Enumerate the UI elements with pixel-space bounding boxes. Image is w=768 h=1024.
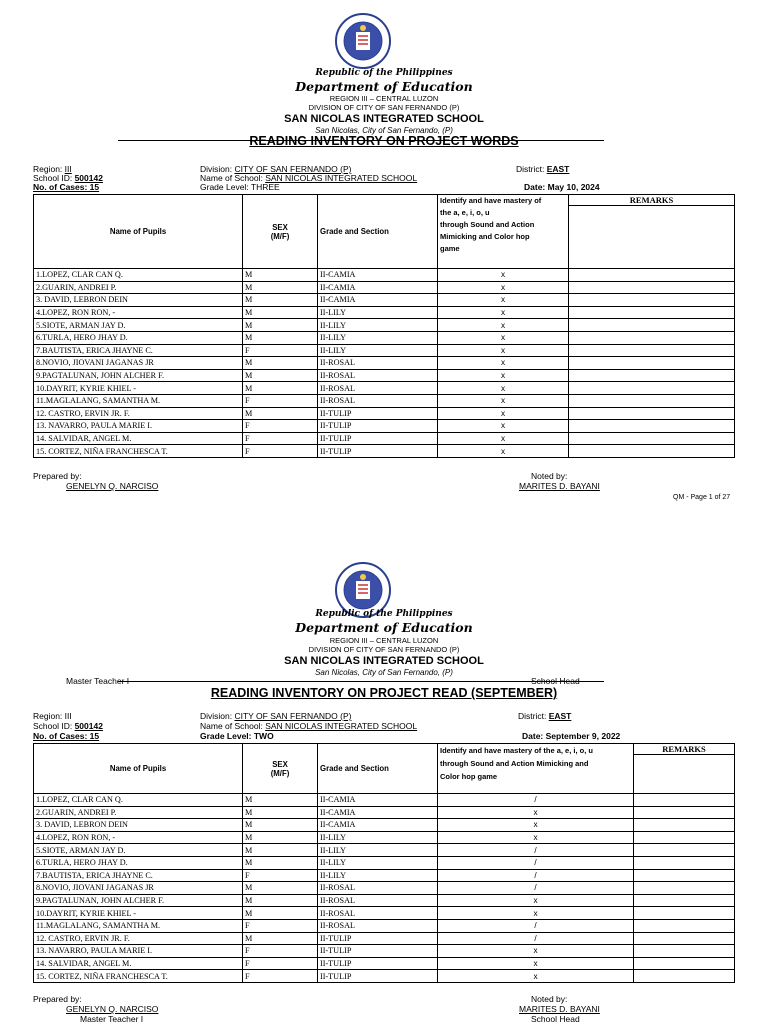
- sex-cell: F: [243, 869, 318, 882]
- table-row: [34, 306, 735, 319]
- pupil-name-cell: 7.BAUTISTA, ERICA JHAYNE C.: [34, 344, 243, 357]
- prev-noted-role: School Head: [531, 676, 580, 686]
- skill-column-header: Identify and have mastery of the a, e, i, o, u through Sound and Action Mimicking and Color hop game: [438, 744, 634, 794]
- mastery-mark-cell: x: [438, 319, 569, 332]
- table-row: [34, 806, 735, 819]
- prepared-role: Master Teacher I: [80, 1014, 144, 1024]
- remarks-cell: [634, 856, 735, 869]
- district-field: District: EAST: [516, 164, 570, 174]
- table-row: [34, 331, 735, 344]
- section-cell: II-CAMIA: [318, 294, 438, 307]
- section-cell: II-ROSAL: [318, 907, 438, 920]
- sex-cell: M: [243, 319, 318, 332]
- division-line: DIVISION OF CITY OF SAN FERNANDO (P): [308, 645, 460, 654]
- mastery-mark-cell: x: [438, 269, 569, 282]
- remarks-cell: [634, 794, 735, 807]
- table-row: [34, 794, 735, 807]
- table-row: [34, 819, 735, 832]
- mastery-mark-cell: /: [438, 882, 634, 895]
- sex-cell: F: [243, 432, 318, 445]
- remarks-cell: [634, 945, 735, 958]
- pupil-name-cell: 14. SALVIDAR, ANGEL M.: [34, 957, 243, 970]
- page-number: QM - Page 1 of 27: [673, 494, 731, 501]
- table-row: [34, 869, 735, 882]
- mastery-mark-cell: x: [438, 331, 569, 344]
- section-cell: II-ROSAL: [318, 382, 438, 395]
- mastery-mark-cell: x: [438, 806, 634, 819]
- pupil-name-cell: 6.TURLA, HERO JHAY D.: [34, 856, 243, 869]
- mastery-mark-cell: x: [438, 445, 569, 458]
- mastery-mark-cell: /: [438, 844, 634, 857]
- name-column-header: Name of Pupils: [34, 744, 243, 794]
- sex-cell: M: [243, 269, 318, 282]
- section-cell: II-ROSAL: [318, 357, 438, 370]
- remarks-cell: [569, 445, 735, 458]
- department-line: Department of Education: [295, 79, 473, 94]
- prepared-label: Prepared by:: [33, 994, 82, 1004]
- section-cell: II-CAMIA: [318, 806, 438, 819]
- date-field: Date: May 10, 2024: [524, 182, 600, 192]
- report-title: READING INVENTORY ON PROJECT READ (SEPTEMBER): [210, 686, 558, 700]
- remarks-column-header: REMARKS: [569, 195, 735, 269]
- table-row: [34, 319, 735, 332]
- sex-cell: M: [243, 806, 318, 819]
- sex-cell: F: [243, 394, 318, 407]
- table-row: [34, 369, 735, 382]
- sex-cell: M: [243, 794, 318, 807]
- pupil-name-cell: 11.MAGLALANG, SAMANTHA M.: [34, 919, 243, 932]
- prepared-label: Prepared by:: [33, 471, 82, 481]
- mastery-mark-cell: x: [438, 945, 634, 958]
- sex-cell: M: [243, 819, 318, 832]
- noted-label: Noted by:: [531, 994, 568, 1004]
- skill-column-header: Identify and have mastery of the a, e, i, o, u through Sound and Action Mimicking and Color hop game: [438, 195, 569, 269]
- pupil-name-cell: 3. DAVID, LEBRON DEIN: [34, 294, 243, 307]
- mastery-mark-cell: /: [438, 919, 634, 932]
- pupil-name-cell: 14. SALVIDAR, ANGEL M.: [34, 432, 243, 445]
- table-row: [34, 432, 735, 445]
- mastery-mark-cell: x: [438, 306, 569, 319]
- remarks-cell: [569, 331, 735, 344]
- section-cell: II-CAMIA: [318, 281, 438, 294]
- sex-cell: F: [243, 945, 318, 958]
- republic-line: Republic of the Philippines: [315, 68, 453, 78]
- section-cell: II-CAMIA: [318, 819, 438, 832]
- table-row: [34, 970, 735, 983]
- school-id-field: School ID: 500142: [33, 721, 103, 731]
- table-row: [34, 357, 735, 370]
- remarks-cell: [569, 294, 735, 307]
- region-line: REGION III – CENTRAL LUZON: [329, 636, 439, 645]
- table-row: [34, 919, 735, 932]
- table-row: [34, 957, 735, 970]
- pupil-name-cell: 13. NAVARRO, PAULA MARIE I.: [34, 420, 243, 433]
- deped-seal-icon: [334, 12, 392, 70]
- pupil-name-cell: 5.SIOTE, ARMAN JAY D.: [34, 319, 243, 332]
- remarks-cell: [634, 957, 735, 970]
- table-row: [34, 844, 735, 857]
- pupil-name-cell: 6.TURLA, HERO JHAY D.: [34, 331, 243, 344]
- pupil-name-cell: 3. DAVID, LEBRON DEIN: [34, 819, 243, 832]
- remarks-cell: [569, 432, 735, 445]
- mastery-mark-cell: x: [438, 344, 569, 357]
- pupil-name-cell: 5.SIOTE, ARMAN JAY D.: [34, 844, 243, 857]
- section-cell: II-CAMIA: [318, 794, 438, 807]
- mastery-mark-cell: x: [438, 970, 634, 983]
- school-line: SAN NICOLAS INTEGRATED SCHOOL: [284, 655, 484, 667]
- sex-cell: M: [243, 281, 318, 294]
- mastery-mark-cell: x: [438, 281, 569, 294]
- noted-label: Noted by:: [531, 471, 568, 481]
- sex-column-header: SEX (M/F): [243, 744, 318, 794]
- remarks-cell: [569, 319, 735, 332]
- table-row: [34, 932, 735, 945]
- sex-cell: M: [243, 331, 318, 344]
- mastery-mark-cell: x: [438, 420, 569, 433]
- table-row: [34, 945, 735, 958]
- address-line: San Nicolas, City of San Fernando, (P): [315, 126, 453, 135]
- remarks-cell: [634, 806, 735, 819]
- pupil-name-cell: 2.GUARIN, ANDREI P.: [34, 806, 243, 819]
- section-cell: II-LILY: [318, 856, 438, 869]
- table-row: [34, 894, 735, 907]
- address-line: San Nicolas, City of San Fernando, (P): [315, 668, 453, 677]
- division-field: Division: CITY OF SAN FERNANDO (P): [200, 711, 352, 721]
- section-cell: II-LILY: [318, 344, 438, 357]
- grade-level-field: Grade Level: TWO: [200, 731, 274, 741]
- pupil-name-cell: 4.LOPEZ, RON RON, -: [34, 306, 243, 319]
- pupil-name-cell: 15. CORTEZ, NIÑA FRANCHESCA T.: [34, 445, 243, 458]
- sex-cell: F: [243, 970, 318, 983]
- sex-cell: F: [243, 420, 318, 433]
- sex-cell: F: [243, 919, 318, 932]
- pupil-name-cell: 10.DAYRIT, KYRIE KHIEL -: [34, 382, 243, 395]
- mastery-mark-cell: x: [438, 957, 634, 970]
- division-line: DIVISION OF CITY OF SAN FERNANDO (P): [308, 103, 460, 112]
- school-line: SAN NICOLAS INTEGRATED SCHOOL: [284, 113, 484, 125]
- date-field: Date: September 9, 2022: [522, 731, 621, 741]
- region-field: Region: III: [33, 711, 72, 721]
- section-cell: II-ROSAL: [318, 894, 438, 907]
- division-field: Division: CITY OF SAN FERNANDO (P): [200, 164, 352, 174]
- remarks-cell: [634, 919, 735, 932]
- sex-cell: M: [243, 357, 318, 370]
- mastery-mark-cell: x: [438, 432, 569, 445]
- noted-name: MARITES D. BAYANI: [519, 1004, 600, 1014]
- table-row: [34, 269, 735, 282]
- pupil-name-cell: 1.LOPEZ, CLAR CAN Q.: [34, 794, 243, 807]
- table-row: [34, 344, 735, 357]
- remarks-cell: [569, 306, 735, 319]
- sex-cell: M: [243, 294, 318, 307]
- remarks-cell: [569, 382, 735, 395]
- mastery-mark-cell: x: [438, 407, 569, 420]
- region-line: REGION III – CENTRAL LUZON: [329, 94, 439, 103]
- section-cell: II-LILY: [318, 319, 438, 332]
- sex-cell: M: [243, 306, 318, 319]
- pupil-name-cell: 4.LOPEZ, RON RON, -: [34, 831, 243, 844]
- remarks-cell: [634, 882, 735, 895]
- pupil-name-cell: 13. NAVARRO, PAULA MARIE I.: [34, 945, 243, 958]
- section-cell: II-TULIP: [318, 407, 438, 420]
- section-cell: II-CAMIA: [318, 269, 438, 282]
- section-cell: II-LILY: [318, 331, 438, 344]
- pupil-name-cell: 1.LOPEZ, CLAR CAN Q.: [34, 269, 243, 282]
- mastery-mark-cell: /: [438, 794, 634, 807]
- table-row: [34, 831, 735, 844]
- section-cell: II-TULIP: [318, 432, 438, 445]
- school-id-field: School ID: 500142: [33, 173, 103, 183]
- mastery-mark-cell: x: [438, 294, 569, 307]
- header-rule: [118, 681, 604, 682]
- inventory-table-1: [33, 194, 735, 458]
- prepared-name: GENELYN Q. NARCISO: [66, 1004, 159, 1014]
- region-field: Region: III: [33, 164, 72, 174]
- noted-role: School Head: [531, 1014, 580, 1024]
- pupil-name-cell: 7.BAUTISTA, ERICA JHAYNE C.: [34, 869, 243, 882]
- pupil-name-cell: 15. CORTEZ, NIÑA FRANCHESCA T.: [34, 970, 243, 983]
- remarks-cell: [634, 907, 735, 920]
- pupil-name-cell: 2.GUARIN, ANDREI P.: [34, 281, 243, 294]
- grade-level-field: Grade Level: THREE: [200, 182, 280, 192]
- mastery-mark-cell: x: [438, 394, 569, 407]
- section-cell: II-ROSAL: [318, 369, 438, 382]
- pupil-name-cell: 12. CASTRO, ERVIN JR. F.: [34, 932, 243, 945]
- section-cell: II-ROSAL: [318, 919, 438, 932]
- pupil-name-cell: 9.PAGTALUNAN, JOHN ALCHER F.: [34, 369, 243, 382]
- pupil-name-cell: 8.NOVIO, JIOVANI JAGANAS JR: [34, 357, 243, 370]
- section-cell: II-TULIP: [318, 970, 438, 983]
- table-row: [34, 907, 735, 920]
- sex-cell: M: [243, 831, 318, 844]
- section-cell: II-TULIP: [318, 945, 438, 958]
- mastery-mark-cell: /: [438, 856, 634, 869]
- sex-cell: F: [243, 957, 318, 970]
- prepared-name: GENELYN Q. NARCISO: [66, 481, 159, 491]
- district-field: District: EAST: [518, 711, 572, 721]
- report-title: READING INVENTORY ON PROJECT WORDS: [249, 134, 519, 148]
- mastery-mark-cell: x: [438, 382, 569, 395]
- name-column-header: Name of Pupils: [34, 195, 243, 269]
- school-name-field: Name of School: SAN NICOLAS INTEGRATED SCHOOL: [200, 721, 418, 731]
- school-name-field: Name of School: SAN NICOLAS INTEGRATED SCHOOL: [200, 173, 418, 183]
- pupil-name-cell: 10.DAYRIT, KYRIE KHIEL -: [34, 907, 243, 920]
- inventory-table-2: [33, 743, 735, 983]
- section-cell: II-TULIP: [318, 420, 438, 433]
- mastery-mark-cell: x: [438, 894, 634, 907]
- mastery-mark-cell: x: [438, 369, 569, 382]
- sex-cell: M: [243, 369, 318, 382]
- table-row: [34, 420, 735, 433]
- sex-cell: M: [243, 407, 318, 420]
- table-row: [34, 281, 735, 294]
- department-line: Department of Education: [295, 620, 473, 635]
- remarks-cell: [634, 869, 735, 882]
- sex-cell: M: [243, 856, 318, 869]
- mastery-mark-cell: /: [438, 869, 634, 882]
- table-row: [34, 445, 735, 458]
- remarks-cell: [569, 344, 735, 357]
- section-cell: II-TULIP: [318, 957, 438, 970]
- sex-cell: M: [243, 844, 318, 857]
- remarks-cell: [569, 281, 735, 294]
- grade-column-header: Grade and Section: [318, 744, 438, 794]
- sex-cell: M: [243, 894, 318, 907]
- sex-column-header: SEX (M/F): [243, 195, 318, 269]
- grade-column-header: Grade and Section: [318, 195, 438, 269]
- section-cell: II-TULIP: [318, 932, 438, 945]
- mastery-mark-cell: x: [438, 907, 634, 920]
- table-row: [34, 394, 735, 407]
- remarks-cell: [634, 932, 735, 945]
- sex-cell: F: [243, 344, 318, 357]
- remarks-cell: [569, 394, 735, 407]
- remarks-cell: [634, 844, 735, 857]
- remarks-column-header: REMARKS: [634, 744, 735, 794]
- pupil-name-cell: 11.MAGLALANG, SAMANTHA M.: [34, 394, 243, 407]
- table-row: [34, 294, 735, 307]
- mastery-mark-cell: x: [438, 831, 634, 844]
- mastery-mark-cell: /: [438, 932, 634, 945]
- remarks-cell: [569, 420, 735, 433]
- section-cell: II-ROSAL: [318, 882, 438, 895]
- remarks-cell: [634, 831, 735, 844]
- section-cell: II-ROSAL: [318, 394, 438, 407]
- remarks-cell: [634, 970, 735, 983]
- remarks-cell: [569, 407, 735, 420]
- section-cell: II-LILY: [318, 831, 438, 844]
- remarks-cell: [569, 357, 735, 370]
- republic-line: Republic of the Philippines: [315, 609, 453, 619]
- table-row: [34, 882, 735, 895]
- cases-field: No. of Cases: 15: [33, 182, 100, 192]
- table-row: [34, 856, 735, 869]
- section-cell: II-TULIP: [318, 445, 438, 458]
- pupil-name-cell: 12. CASTRO, ERVIN JR. F.: [34, 407, 243, 420]
- sex-cell: F: [243, 445, 318, 458]
- remarks-cell: [634, 894, 735, 907]
- section-cell: II-LILY: [318, 844, 438, 857]
- sex-cell: M: [243, 932, 318, 945]
- table-row: [34, 407, 735, 420]
- pupil-name-cell: 9.PAGTALUNAN, JOHN ALCHER F.: [34, 894, 243, 907]
- table-row: [34, 382, 735, 395]
- prev-prepared-role: Master Teacher I: [66, 676, 130, 686]
- pupil-name-cell: 8.NOVIO, JIOVANI JAGANAS JR: [34, 882, 243, 895]
- sex-cell: M: [243, 907, 318, 920]
- sex-cell: M: [243, 882, 318, 895]
- sex-cell: M: [243, 382, 318, 395]
- mastery-mark-cell: x: [438, 819, 634, 832]
- section-cell: II-LILY: [318, 869, 438, 882]
- remarks-cell: [569, 369, 735, 382]
- remarks-cell: [569, 269, 735, 282]
- cases-field: No. of Cases: 15: [33, 731, 100, 741]
- noted-name: MARITES D. BAYANI: [519, 481, 600, 491]
- mastery-mark-cell: x: [438, 357, 569, 370]
- section-cell: II-LILY: [318, 306, 438, 319]
- report-page-2: [0, 520, 768, 1024]
- remarks-cell: [634, 819, 735, 832]
